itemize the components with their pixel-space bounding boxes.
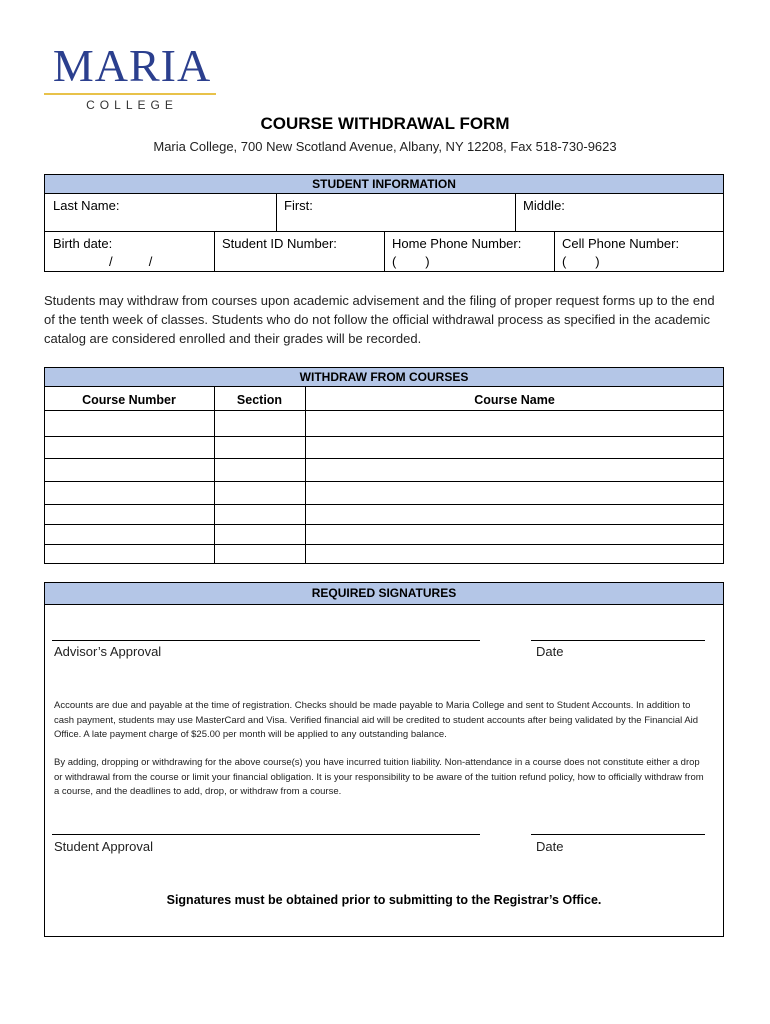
- accounts-policy-text: Accounts are due and payable at the time of registration. Checks should be made payable to Maria College and sent to Student Accounts. In addition to cash payment, students may use MasterCard and Visa. Verified financial aid will be credited to student accounts after being validated by the Financial Aid Office. A late payment charge of $25.00 per month will be applied to any outstanding balance.: [54, 700, 699, 740]
- student-info-header: STUDENT INFORMATION: [45, 175, 723, 194]
- advisor-date-line[interactable]: [531, 640, 705, 641]
- home-phone-field[interactable]: Home Phone Number:: [392, 236, 522, 251]
- student-approval-label: Student Approval: [54, 839, 154, 854]
- birth-date-slashes: / /: [109, 254, 153, 269]
- signatures-header: REQUIRED SIGNATURES: [45, 583, 723, 605]
- withdrawal-notice: Students may withdraw from courses upon academic advisement and the filing of proper request forms up to the end of the tenth week of classes. Students who do not follow the official withdrawal process as specified in the academic catalog are considered enrolled and their grades will be recorded.: [44, 293, 715, 346]
- tuition-liability-text: By adding, dropping or withdrawing for the above course(s) you have incurred tuition liability. Non-attendance in a course does not constitute either a drop or withdrawal from the course or limit your financial obligation. It is your responsibility to be aware of the tuition refund policy, how to officially withdraw from a course, and the deadlines to add, drop, or withdraw from a course.: [54, 757, 704, 797]
- courses-header: WITHDRAW FROM COURSES: [45, 368, 723, 387]
- student-info-section: [44, 174, 724, 272]
- student-date-line[interactable]: [531, 834, 705, 835]
- student-id-field[interactable]: Student ID Number:: [222, 236, 337, 251]
- first-name-field[interactable]: First:: [284, 198, 313, 213]
- birth-date-field[interactable]: Birth date:: [53, 236, 113, 251]
- column-course-number: Course Number: [82, 393, 176, 407]
- form-title: COURSE WITHDRAWAL FORM: [260, 114, 510, 133]
- form-address: Maria College, 700 New Scotland Avenue, Albany, NY 12208, Fax 518-730-9623: [153, 139, 617, 154]
- logo-wordmark: MARIA: [52, 40, 212, 91]
- advisor-approval-label: Advisor’s Approval: [54, 644, 162, 659]
- logo-subtitle: COLLEGE: [86, 98, 178, 112]
- registrar-notice: Signatures must be obtained prior to submitting to the Registrar’s Office.: [166, 893, 602, 907]
- advisor-signature-line[interactable]: [52, 640, 480, 641]
- column-section: Section: [236, 393, 283, 407]
- column-course-name: Course Name: [474, 393, 555, 407]
- cell-phone-field[interactable]: Cell Phone Number:: [562, 236, 680, 251]
- cell-phone-parens: ( ): [562, 254, 600, 269]
- home-phone-parens: ( ): [392, 254, 430, 269]
- middle-name-field[interactable]: Middle:: [523, 198, 565, 213]
- logo-rule: [44, 93, 216, 95]
- student-date-label: Date: [536, 839, 564, 854]
- student-signature-line[interactable]: [52, 834, 480, 835]
- last-name-field[interactable]: Last Name:: [53, 198, 120, 213]
- advisor-date-label: Date: [536, 644, 564, 659]
